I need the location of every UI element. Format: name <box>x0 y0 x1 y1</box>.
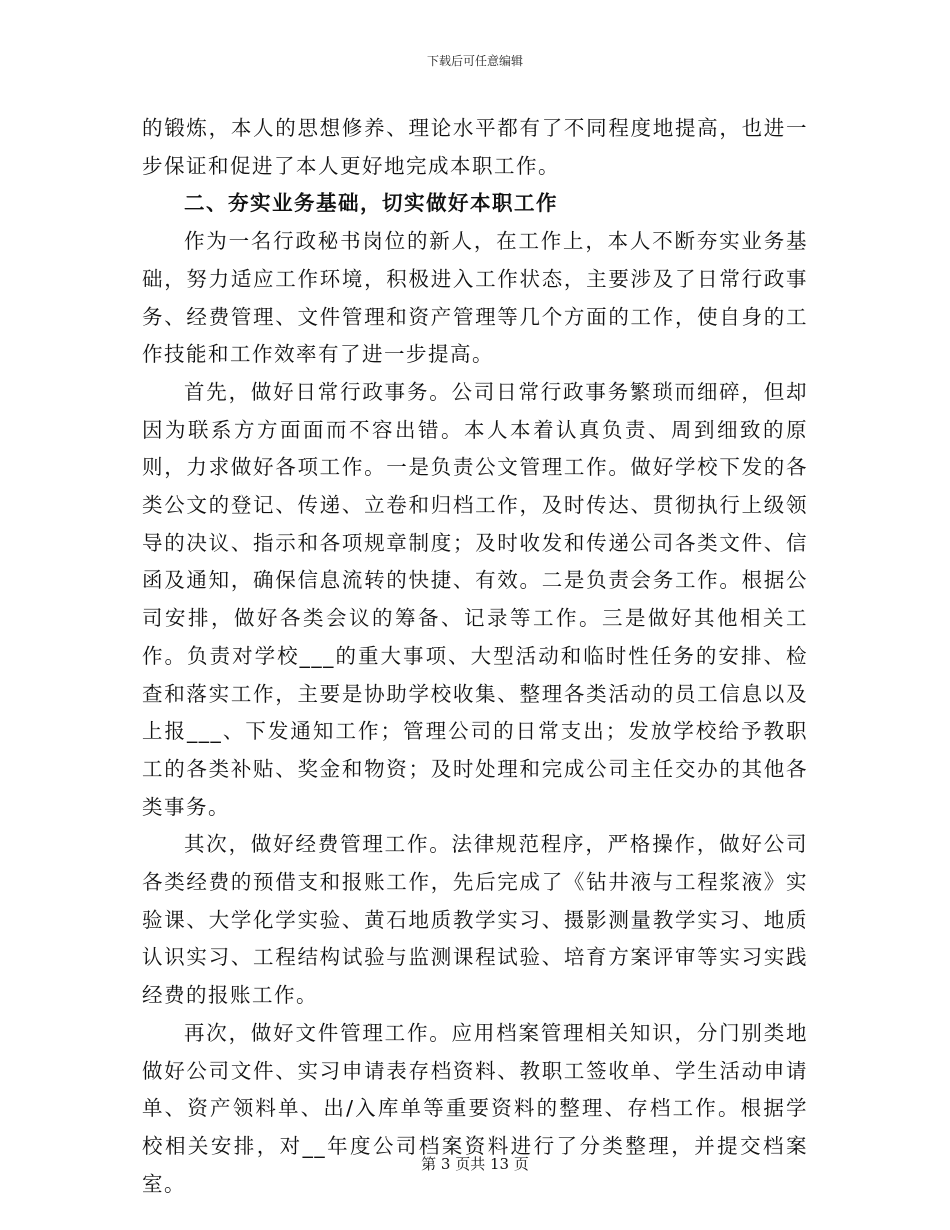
paragraph-continuation: 的锻炼，本人的思想修养、理论水平都有了不同程度地提高，也进一步保证和促进了本人更好地完成本职工作。 <box>142 116 808 178</box>
page-header: 下载后可任意编辑 <box>426 54 523 68</box>
page-footer: 第 3 页共 13 页 <box>421 1155 529 1173</box>
paragraph-daily-affairs: 首先，做好日常行政事务。公司日常行政事务繁琐而细碎，但却因为联系方方面面而不容出错。本人本着认真负责、周到细致的原则，力求做好各项工作。一是负责公文管理工作。做好学校下发的各类公文的登记、传递、立卷和归档工作，及时传达、贯彻执行上级领导的决议、指示和各项规章制度；及时收发和传递公司各类文件、信函及通知，确保信息流转的快捷、有效。二是负责会务工作。根据公司安排，做好各类会议的筹备、记录等工作。三是做好其他相关工作。负责对学校___的重大事项、大型活动和临时性任务的安排、检查和落实工作，主要是协助学校收集、整理各类活动的员工信息以及上报___、下发通知工作；管理公司的日常支出；发放学校给予教职工的各类补贴、奖金和物资；及时处理和完成公司主任交办的其他各类事务。 <box>142 379 808 819</box>
paragraph-intro: 作为一名行政秘书岗位的新人，在工作上，本人不断夯实业务基础，努力适应工作环境，积极进入工作状态，主要涉及了日常行政事务、经费管理、文件管理和资产管理等几个方面的工作，使自身的工作技能和工作效率有了进一步提高。 <box>142 229 808 367</box>
paragraph-funds-management: 其次，做好经费管理工作。法律规范程序，严格操作，做好公司各类经费的预借支和报账工作，先后完成了《钻井液与工程浆液》实验课、大学化学实验、黄石地质教学实习、摄影测量教学实习、地质认识实习、工程结构试验与监测课程试验、培育方案评审等实习实践经费的报账工作。 <box>142 832 808 1008</box>
section-heading: 二、夯实业务基础，切实做好本职工作 <box>184 191 558 216</box>
paragraph-file-management: 再次，做好文件管理工作。应用档案管理相关知识，分门别类地做好公司文件、实习申请表存档资料、教职工签收单、学生活动申请单、资产领料单、出/入库单等重要资料的整理、存档工作。根据学校相关安排，对__年度公司档案资料进行了分类整理，并提交档案室。 <box>142 1020 808 1196</box>
document-body <box>142 110 808 1203</box>
